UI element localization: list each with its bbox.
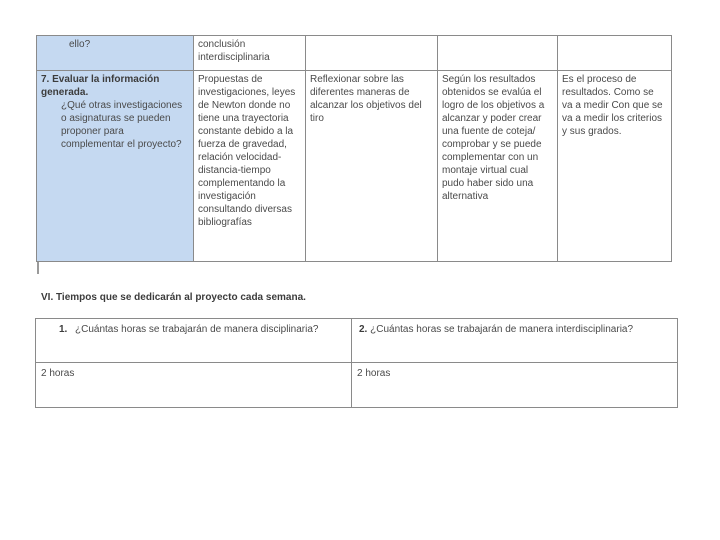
project-planning-table — [36, 35, 672, 262]
table-cell: Reflexionar sobre las diferentes maneras de alcanzar los objetivos del tiro — [306, 71, 438, 262]
question-fragment: ello? — [69, 39, 91, 50]
answer-cell: 2 horas — [36, 363, 352, 408]
table-cell — [352, 319, 678, 363]
table-cell — [37, 36, 194, 71]
table-cell — [438, 36, 558, 71]
table-cell — [558, 36, 672, 71]
table-row — [36, 363, 678, 408]
section-title: VI. Tiempos que se dedicarán al proyecto cada semana. — [41, 292, 306, 303]
table-cell — [306, 36, 438, 71]
step-question: ¿Qué otras investigaciones o asignaturas se pueden proponer para complementar el proyecto? — [61, 100, 183, 150]
question-interdisciplinary — [357, 323, 672, 337]
table-cell: Propuestas de investigaciones, leyes de Newton donde no tiene una trayectoria constante debido a la fuerza de gravedad, relación velocidad-distancia-tiempo complementando la investigación consultando diversas bibliografías — [194, 71, 306, 262]
margin-marker — [37, 262, 39, 274]
table-row — [37, 36, 672, 71]
time-table — [35, 318, 678, 408]
step-title: 7. Evaluar la información generada. — [41, 74, 160, 98]
question-text: ¿Cuántas horas se trabajarán de manera interdisciplinaria? — [370, 324, 634, 335]
question-disciplinary — [41, 323, 346, 337]
table-cell: Es el proceso de resultados. Como se va a medir Con que se va a medir los criterios y sus grados. — [558, 71, 672, 262]
table-row — [36, 319, 678, 363]
table-cell: Según los resultados obtenidos se evalúa el logro de los objetivos a alcanzar y poder crear una fuente de coteja/ comprobar y se puede complementar con un montaje virtual cual pudo haber sido una alternativa — [438, 71, 558, 262]
table-cell: conclusión interdisciplinaria — [194, 36, 306, 71]
answer-cell: 2 horas — [352, 363, 678, 408]
question-number: 1. — [59, 324, 68, 335]
question-number: 2. — [359, 324, 368, 335]
question-text: ¿Cuántas horas se trabajarán de manera disciplinaria? — [75, 324, 319, 335]
table-cell — [36, 319, 352, 363]
table-cell — [37, 71, 194, 262]
table-row — [37, 71, 672, 262]
